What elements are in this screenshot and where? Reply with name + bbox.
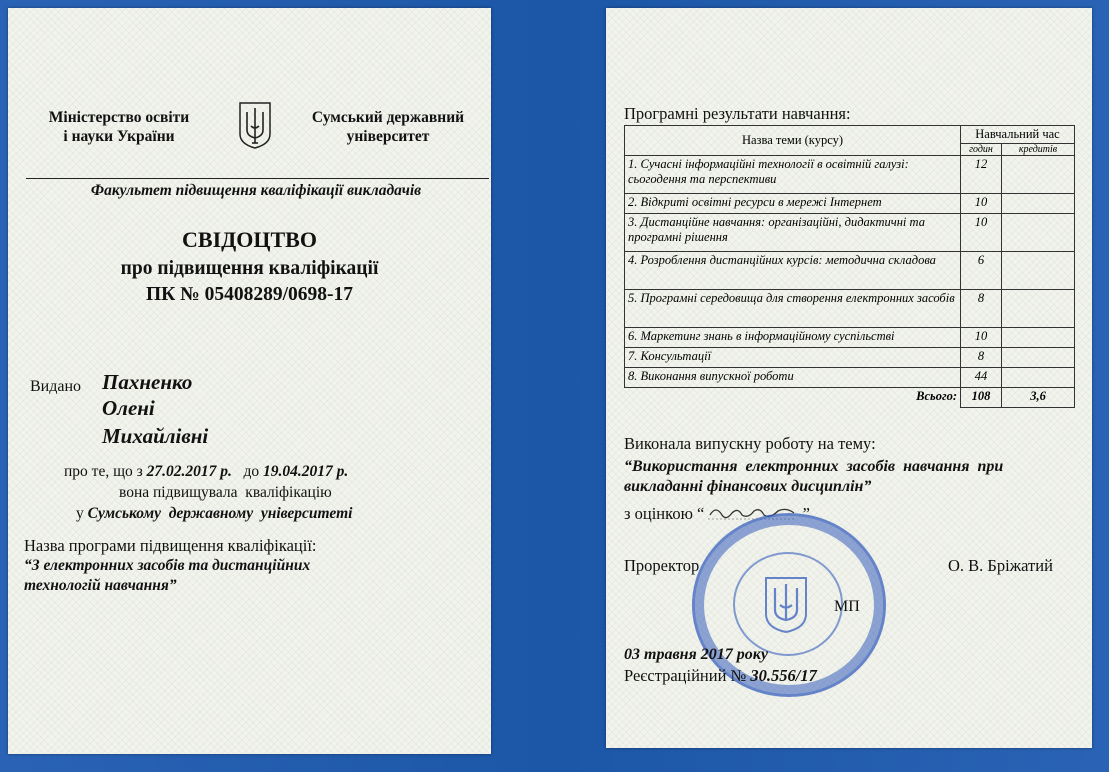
registration-line xyxy=(624,666,817,686)
hours-cell: 12 xyxy=(961,156,1002,194)
table-row xyxy=(625,368,1075,388)
recipient-patronymic: Михайлівні xyxy=(102,424,209,448)
topic-cell: 4. Розроблення дистанційних курсів: методична складова xyxy=(625,252,961,290)
topic-cell: 2. Відкриті освітні ресурси в мережі Інтернет xyxy=(625,194,961,214)
col-topic-header: Назва теми (курсу) xyxy=(625,126,961,156)
certificate-number: ПК № 05408289/0698-17 xyxy=(145,284,354,305)
table-total-row xyxy=(625,388,1075,408)
date-from: 27.02.2017 р. xyxy=(146,463,232,480)
vice-rector-name: О. В. Бріжатий xyxy=(948,556,1053,575)
thesis-line1: “Використання електронних засобів навчання при xyxy=(624,458,1004,475)
institution-line xyxy=(76,505,352,523)
ministry-line2: і науки України xyxy=(63,128,175,145)
credits-cell xyxy=(1002,156,1075,194)
about-prefix: про те, що з xyxy=(64,463,143,480)
table-header-row xyxy=(625,126,1075,144)
topic-cell: 8. Виконання випускної роботи xyxy=(625,368,961,388)
credits-cell xyxy=(1002,194,1075,214)
table-row xyxy=(625,328,1075,348)
topic-cell: 1. Сучасні інформаційні технології в освітній галузі: сьогодення та перспективи xyxy=(625,156,961,194)
total-credits: 3,6 xyxy=(1002,388,1075,408)
table-row xyxy=(625,194,1075,214)
hours-cell: 10 xyxy=(961,194,1002,214)
hours-cell: 44 xyxy=(961,368,1002,388)
topic-cell: 6. Маркетинг знань в інформаційному суспільстві xyxy=(625,328,961,348)
table-row xyxy=(625,156,1075,194)
topic-cell: 5. Програмні середовища для створення електронних засобів xyxy=(625,290,961,328)
registration-label: Реєстраційний № xyxy=(624,666,747,685)
table-row xyxy=(625,214,1075,252)
seal-trident-icon xyxy=(761,574,811,636)
credits-cell xyxy=(1002,214,1075,252)
hours-cell: 6 xyxy=(961,252,1002,290)
thesis-label: Виконала випускну роботу на тему: xyxy=(624,434,876,453)
vice-rector-label: Проректор xyxy=(624,556,700,575)
certificate-subtitle: про підвищення кваліфікації xyxy=(120,258,379,279)
right-page xyxy=(606,8,1092,748)
hours-cell: 10 xyxy=(961,328,1002,348)
recipient-surname: Пахненко xyxy=(102,370,193,394)
program-label: Назва програми підвищення кваліфікації: xyxy=(24,536,317,555)
col-credits-header: кредитів xyxy=(1002,144,1075,156)
recipient-firstname: Олені xyxy=(102,396,155,420)
results-heading: Програмні результати навчання: xyxy=(624,104,851,123)
improved-text: вона підвищувала кваліфікацію xyxy=(119,484,332,501)
date-to-prefix: до xyxy=(243,463,260,480)
credits-cell xyxy=(1002,328,1075,348)
faculty-name: Факультет підвищення кваліфікації викладачів xyxy=(90,182,422,199)
grade-suffix: ” xyxy=(802,504,810,523)
results-table xyxy=(624,125,1075,408)
university-line1: Сумський державний xyxy=(311,109,465,126)
university-line2: університет xyxy=(346,128,430,145)
certificate-title: СВІДОЦТВО xyxy=(182,227,317,252)
total-hours: 108 xyxy=(961,388,1002,408)
program-line2: технологій навчання” xyxy=(24,577,177,594)
hours-cell: 10 xyxy=(961,214,1002,252)
credits-cell xyxy=(1002,368,1075,388)
seal-label: МП xyxy=(834,598,860,615)
date-to: 19.04.2017 р. xyxy=(263,463,349,480)
dates-line xyxy=(64,463,348,481)
ministry-name xyxy=(24,108,214,146)
at-prefix: у xyxy=(76,505,84,522)
topic-cell: 3. Дистанційне навчання: організаційні, дидактичні та програмні рішення xyxy=(625,214,961,252)
credits-cell xyxy=(1002,290,1075,328)
issued-label: Видано xyxy=(30,378,82,395)
table-row xyxy=(625,290,1075,328)
left-page xyxy=(8,8,491,754)
program-line1: “З електронних засобів та дистанційних xyxy=(24,557,311,574)
col-hours-header: годин xyxy=(961,144,1002,156)
credits-cell xyxy=(1002,348,1075,368)
hours-cell: 8 xyxy=(961,348,1002,368)
total-label: Всього: xyxy=(625,388,961,408)
ministry-line1: Міністерство освіти xyxy=(48,109,190,126)
trident-emblem-icon xyxy=(237,100,273,150)
table-row xyxy=(625,348,1075,368)
col-hours-group-header: Навчальний час xyxy=(961,126,1075,144)
header-divider xyxy=(26,178,489,179)
registration-number: 30.556/17 xyxy=(750,666,817,685)
topic-cell: 7. Консультації xyxy=(625,348,961,368)
issue-date: 03 травня 2017 року xyxy=(624,646,768,663)
grade-prefix: з оцінкою “ xyxy=(624,504,705,523)
institution-name: Сумському державному університеті xyxy=(87,505,353,522)
university-name xyxy=(288,108,488,146)
credits-cell xyxy=(1002,252,1075,290)
hours-cell: 8 xyxy=(961,290,1002,328)
thesis-line2: викладанні фінансових дисциплін” xyxy=(624,478,872,495)
table-row xyxy=(625,252,1075,290)
